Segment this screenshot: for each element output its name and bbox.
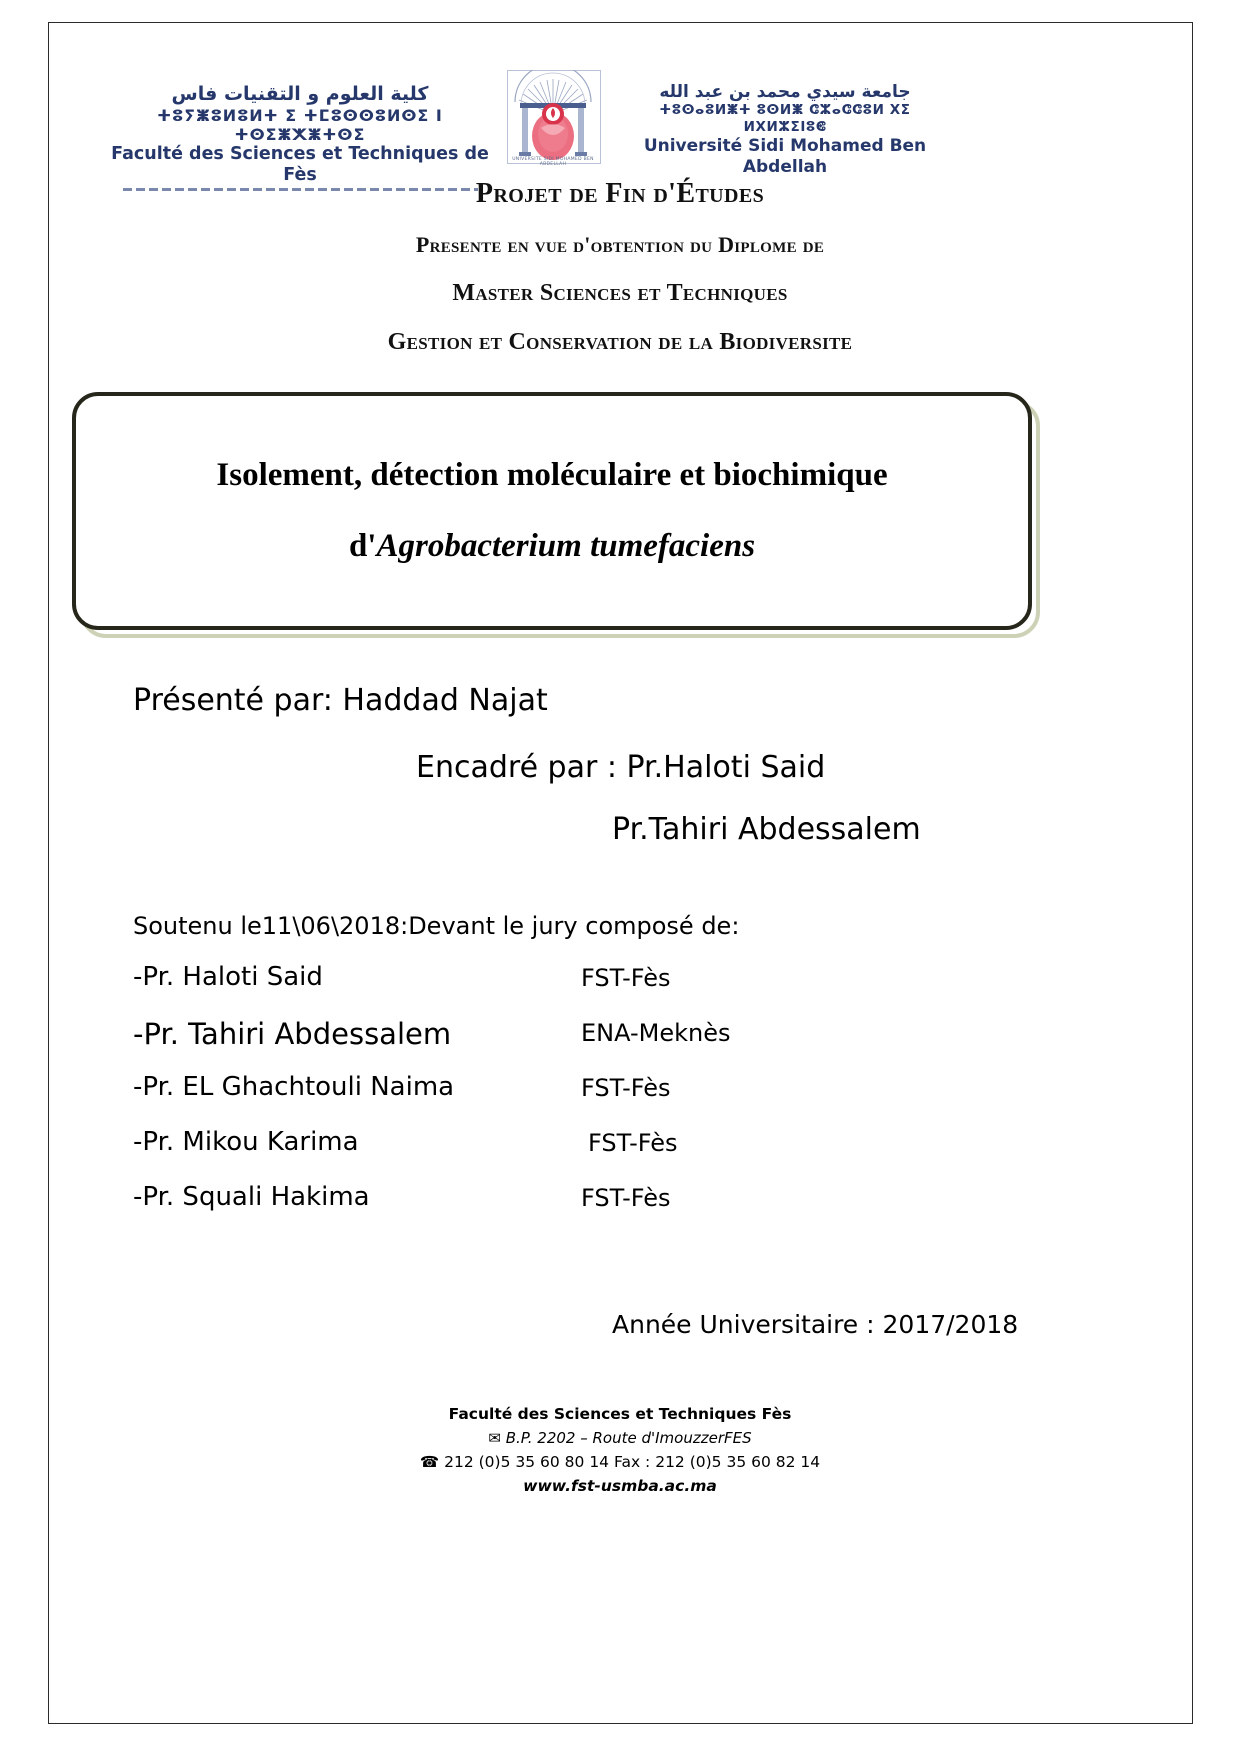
footer-phone-line xyxy=(170,1453,1070,1471)
university-logo-tifinagh-text: ⵜⵓⵙⴰⵓⵍⵥⵜ ⵓⵙⵍⵥ ⵛⵣⴰⵛⵛⵓⵍ ⵝⵉ ⵍⵝⵍⵣⵉⵏⵓⵞ xyxy=(659,102,911,136)
jury-member-affiliation: ENA-Meknès xyxy=(581,1019,731,1047)
envelope-icon: ✉ xyxy=(488,1429,501,1447)
thesis-title-line-2 xyxy=(349,528,755,565)
footer-address-text: B.P. 2202 – Route d'ImouzzerFES xyxy=(505,1429,752,1447)
university-logo-right xyxy=(620,82,950,179)
university-logo-french-text: Université Sidi Mohamed Ben Abdellah xyxy=(643,136,927,178)
faculty-logo-tifinagh-text: ⵜⵓⵢⵥⵓⵍⵓⵍⵜ ⵉ ⵜⵎⵓⵙⵙⵓⵍⵙⵉ ⵏ ⵜⵙⵉⵥⵅⵥⵜⵙⵉ xyxy=(157,105,443,145)
thesis-title-box-wrapper xyxy=(72,392,1040,638)
jury-list-item xyxy=(133,1072,893,1127)
thesis-title-line-1: Isolement, détection moléculaire et biochimique xyxy=(216,457,888,493)
document-header xyxy=(110,62,950,186)
faculty-logo-left xyxy=(110,84,490,191)
jury-member-name: -Pr. Haloti Said xyxy=(133,962,323,992)
supervisor-line-2: Pr.Tahiri Abdessalem xyxy=(612,812,921,847)
jury-member-affiliation: FST-Fès xyxy=(581,1184,671,1212)
jury-member-name: -Pr. Tahiri Abdessalem xyxy=(133,1017,452,1051)
thesis-title-species-name: Agrobacterium tumefaciens xyxy=(376,528,756,564)
jury-list-item xyxy=(133,1127,893,1182)
jury-list-item xyxy=(133,1182,893,1237)
jury-member-name: -Pr. EL Ghachtouli Naima xyxy=(133,1072,455,1102)
defense-date-line: Soutenu le11\06\2018:Devant le jury composé de: xyxy=(133,912,740,940)
university-logo-arabic-text: جامعة سيدي محمد بن عبد الله xyxy=(659,82,911,102)
footer-website: www.fst-usmba.ac.ma xyxy=(523,1477,717,1495)
jury-member-name: -Pr. Mikou Karima xyxy=(133,1127,359,1157)
jury-list-item xyxy=(133,962,893,1017)
supervisor-line-1: Encadré par : Pr.Haloti Said xyxy=(416,750,826,785)
jury-member-affiliation: FST-Fès xyxy=(588,1129,678,1157)
emblem-caption: UNIVERSITE SIDI MOHAMED BEN ABDELLAH xyxy=(512,157,594,167)
jury-member-affiliation: FST-Fès xyxy=(581,1074,671,1102)
jury-member-name: -Pr. Squali Hakima xyxy=(133,1182,370,1212)
jury-member-affiliation: FST-Fès xyxy=(581,964,671,992)
faculty-logo-french-text: Faculté des Sciences et Techniques de Fès xyxy=(111,144,489,186)
footer-address-line xyxy=(170,1429,1070,1447)
document-footer xyxy=(170,1405,1070,1495)
footer-phone-text: 212 (0)5 35 60 80 14 Fax : 212 (0)5 35 60 82 14 xyxy=(444,1453,821,1471)
degree-name-line: Master Sciences et Techniques xyxy=(452,280,788,306)
academic-year-line: Année Universitaire : 2017/2018 xyxy=(612,1310,1019,1339)
thesis-title-prefix: d' xyxy=(348,528,377,564)
specialty-line: Gestion et Conservation de la Biodiversite xyxy=(387,329,853,355)
project-type-line: Projet de Fin d'Études xyxy=(475,178,765,209)
degree-information-block xyxy=(150,178,1090,356)
telephone-icon: ☎ xyxy=(419,1453,440,1471)
footer-institution-name: Faculté des Sciences et Techniques Fès xyxy=(448,1405,792,1423)
presented-for-line: Presente en vue d'obtention du Diplome de xyxy=(415,232,825,257)
thesis-title-box xyxy=(72,392,1032,630)
presented-by-line: Présenté par: Haddad Najat xyxy=(133,683,548,718)
jury-list xyxy=(133,962,893,1237)
jury-list-item xyxy=(133,1017,893,1072)
faculty-logo-arabic-text: كلية العلوم و التقنيات فاس xyxy=(171,83,429,105)
university-emblem-icon xyxy=(507,62,599,166)
